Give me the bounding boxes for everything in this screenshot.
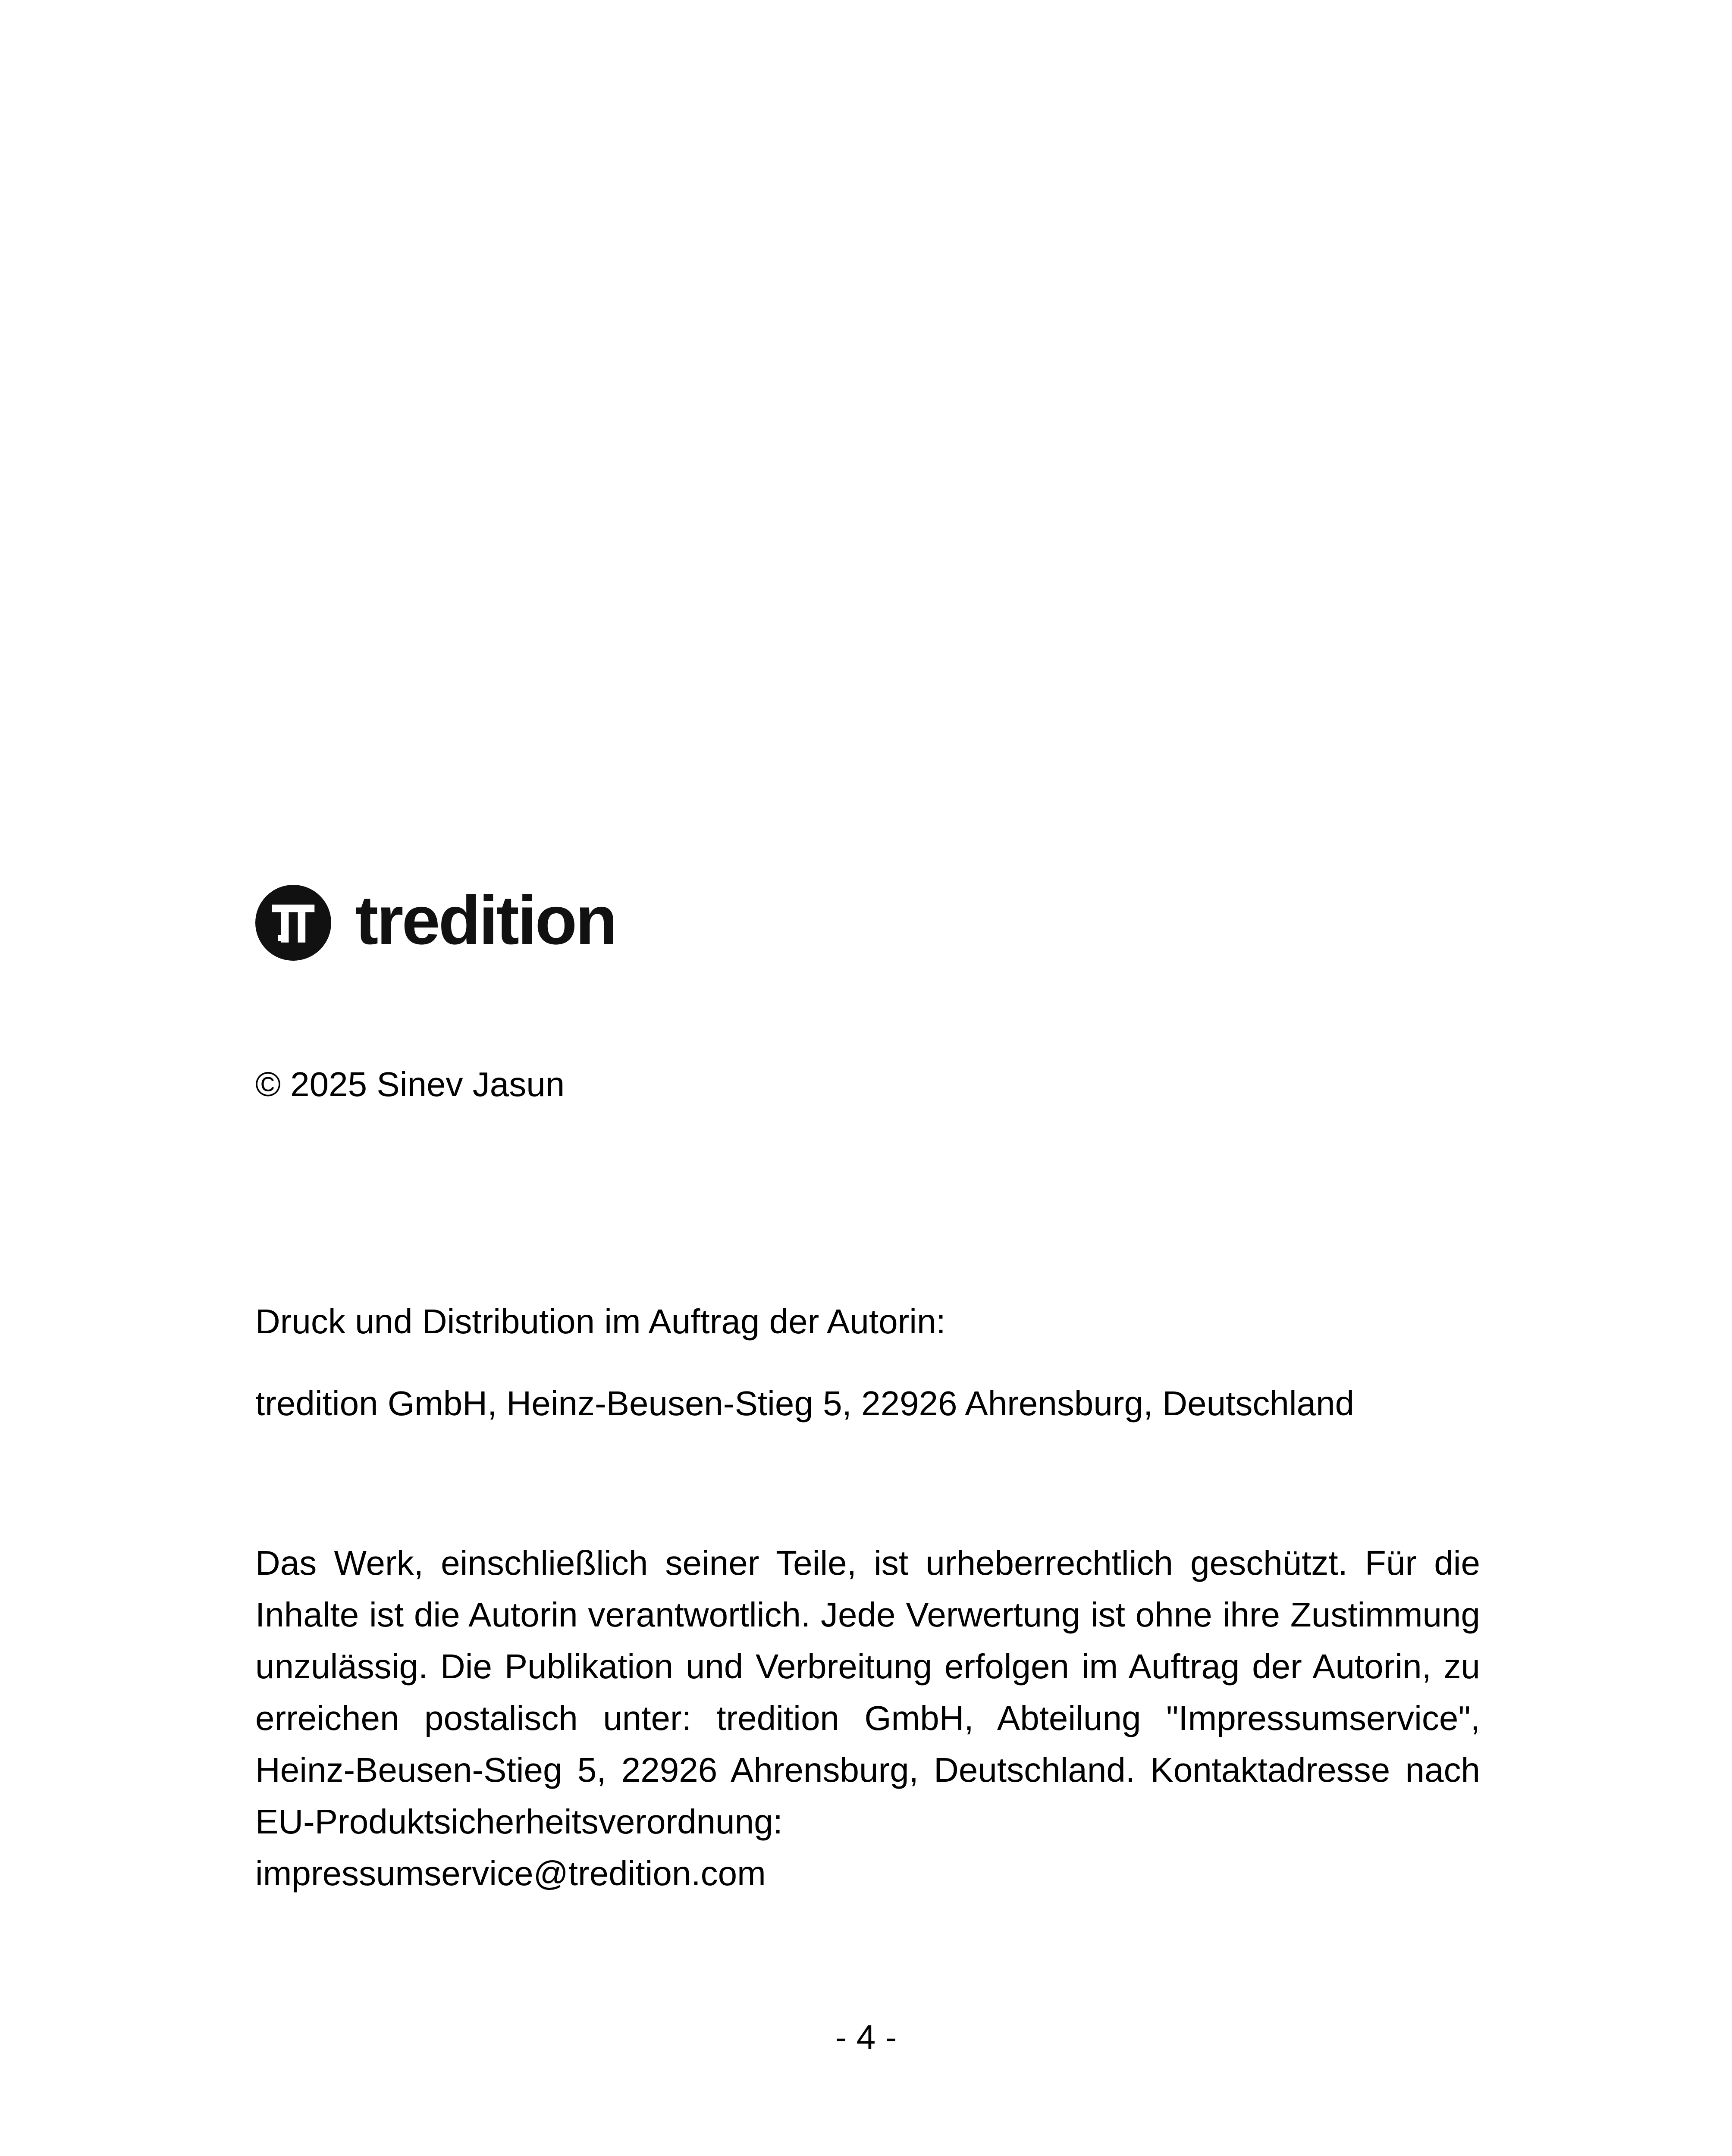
publisher-logo [255,882,616,964]
publisher-address: tredition GmbH, Heinz-Beusen-Stieg 5, 22926 Ahrensburg, Deutschland [255,1384,1355,1423]
contact-email: impressumservice@tredition.com [255,1854,766,1893]
legal-paragraph: Das Werk, einschließlich seiner Teile, ist urheberrechtlich geschützt. Für die Inhalte ist die Autorin verantwortlich. Jede Verwertung ist ohne ihre Zustimmung unzulässig. Die Publikation und Verbreitung erfolgen im Auftrag der Autorin, zu erreichen postalisch unter: tredition GmbH, Abteilung "Impressumservice", Heinz-Beusen-Stieg 5, 22926 Ahrensburg, Deutschland. Kontaktadresse nach EU-Produktsicherheitsverordnung: [255,1544,1480,1841]
logo-wordmark: tredition [355,881,616,959]
tredition-logo-icon [255,885,331,961]
printing-heading: Druck und Distribution im Auftrag der Autorin: [255,1302,946,1341]
page-number: - 4 - [835,2018,897,2056]
copyright-line: © 2025 Sinev Jasun [255,1065,565,1103]
